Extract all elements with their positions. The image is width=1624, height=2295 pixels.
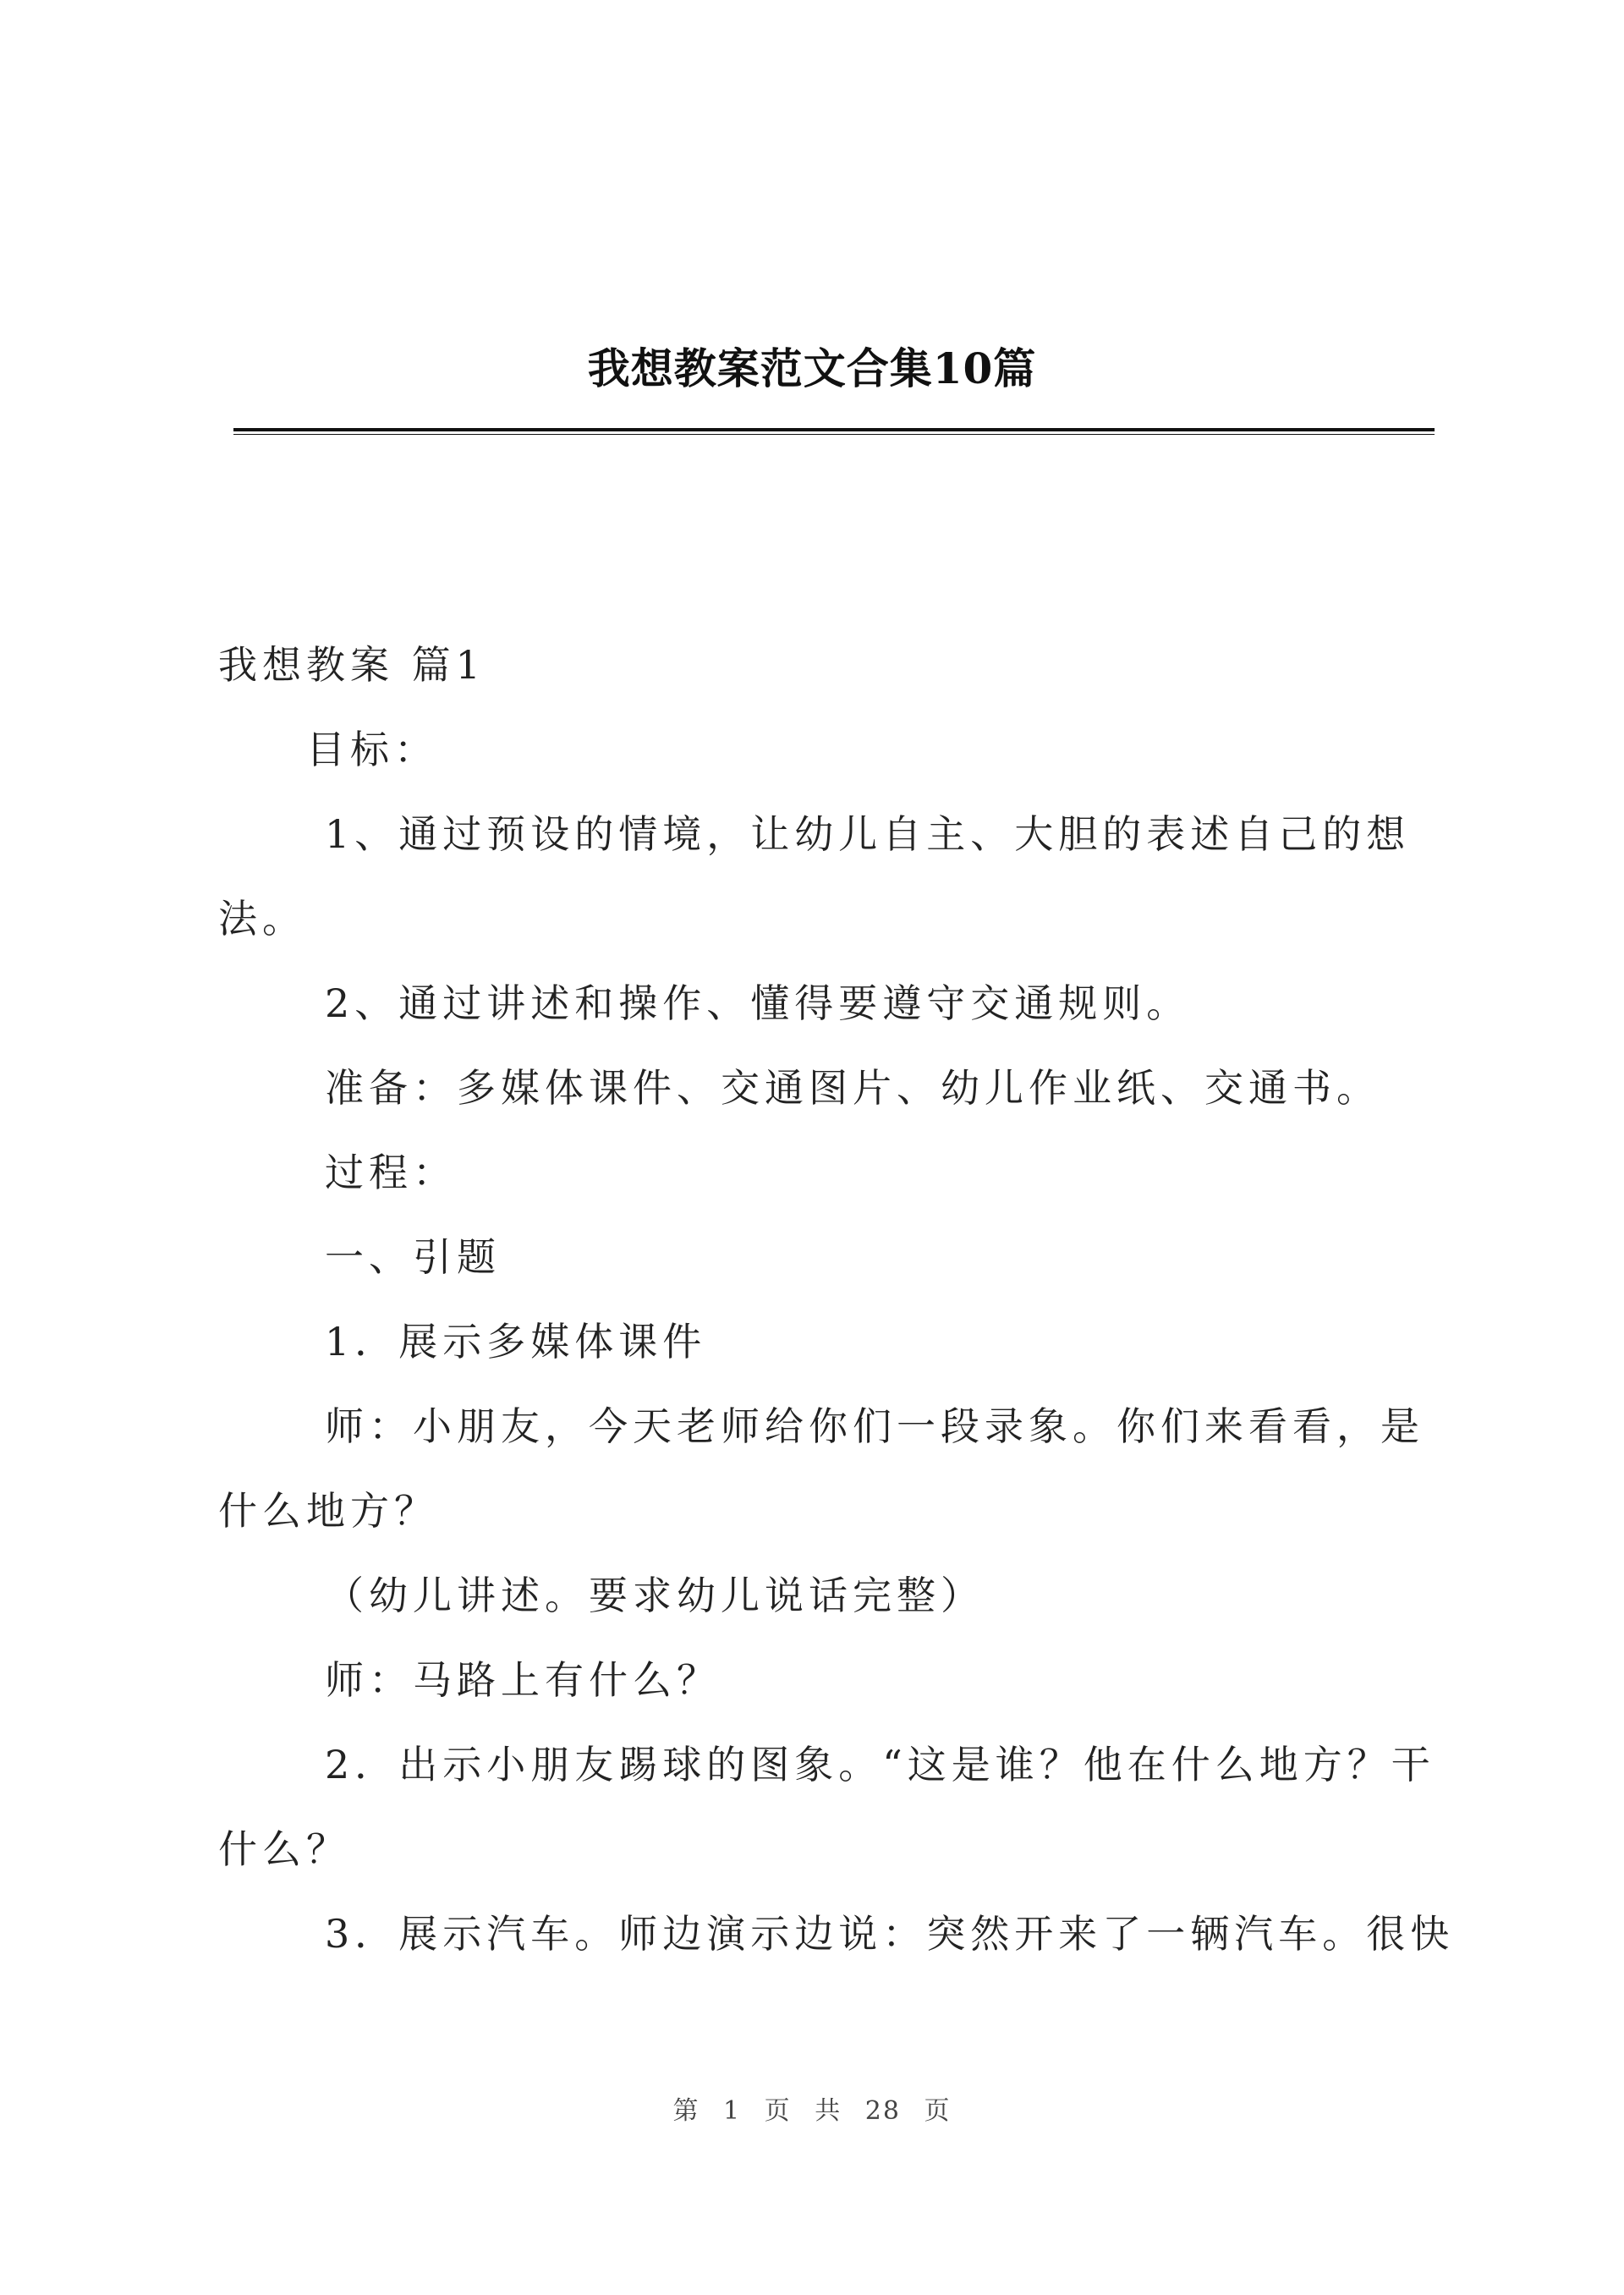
paragraph-line: 目标： [306, 727, 438, 772]
paragraph-line: 2、通过讲述和操作、懂得要遵守交通规则。 [325, 980, 1191, 1026]
paragraph-line: 师：小朋友，今天老师给你们一段录象。你们来看看，是 [325, 1403, 1424, 1449]
paragraph-line: 1．展示多媒体课件 [325, 1319, 707, 1364]
paragraph-line: 准备：多媒体课件、交通图片、幼儿作业纸、交通书。 [325, 1065, 1380, 1111]
paragraph-line: 2．出示小朋友踢球的图象。“这是谁？他在什么地方？干 [325, 1742, 1435, 1787]
paragraph-line: 过程： [325, 1150, 457, 1195]
paragraph-line: 3．展示汽车。师边演示边说：突然开来了一辆汽车。很快 [325, 1911, 1455, 1957]
paragraph-line: 什么？ [218, 1826, 350, 1872]
title-rule-thin [233, 434, 1435, 435]
paragraph-line: 法。 [218, 896, 306, 942]
title-rule-thick [233, 428, 1435, 431]
paragraph-line: 1、通过预设的情境，让幼儿自主、大胆的表述自己的想 [325, 811, 1411, 857]
section-heading: 我想教案 篇1 [218, 642, 486, 688]
page-indicator: 第 1 页 共 28 页 [672, 2096, 952, 2126]
paragraph-line: 一、引题 [325, 1234, 501, 1280]
paragraph-line: （幼儿讲述。要求幼儿说话完整） [325, 1573, 985, 1618]
paragraph-line: 什么地方？ [218, 1488, 438, 1534]
paragraph-line: 师：马路上有什么？ [325, 1657, 721, 1703]
document-title: 我想教案范文合集10篇 [587, 343, 1037, 393]
